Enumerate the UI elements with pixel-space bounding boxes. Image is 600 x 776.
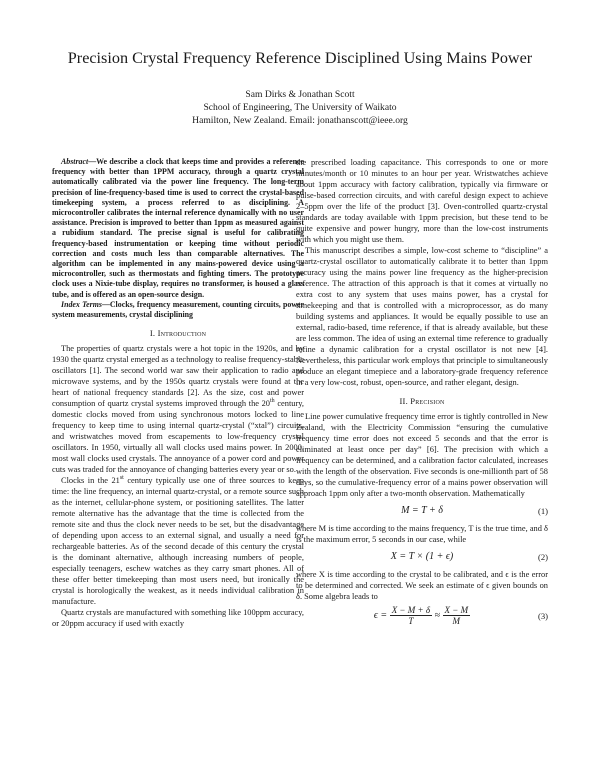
affiliation: School of Engineering, The University of Waikato	[203, 102, 397, 114]
abstract-label: Abstract	[61, 157, 89, 166]
intro-p1-sup: th	[270, 398, 275, 405]
equation-1-number: (1)	[537, 506, 548, 516]
intro-p2-sup: st	[119, 475, 124, 482]
equation-3-fraction-2-denominator: M	[452, 616, 461, 627]
equation-3-approx: ≈	[434, 610, 441, 621]
left-column	[52, 157, 304, 629]
equation-2-number: (2)	[537, 552, 548, 562]
intro-p1-text: The properties of quartz crystals were a hot topic in the 1920s, and by 1930 the quartz crystal emerged as a technology to realise frequency-stable oscillators [1]. The second world war saw their application to radio and microwave systems, and by the 1950s quartz crystals were found at the heart of national frequency standards [2]. As the size, cost and power consumption of quartz crystal systems improved through the 20	[52, 344, 304, 409]
equation-3-fraction-1-denominator: T	[408, 616, 414, 627]
section-heading-introduction: I. Introduction	[149, 328, 207, 339]
address: Hamilton, New Zealand. Email: jonathanscott@ieee.org	[192, 115, 408, 127]
right-paragraph-1: the prescribed loading capacitance. This corresponds to one or more minutes/month or 10 minutes to an hour per year. Wristwatches achieve about 1ppm accuracy with factory calibration, typically via firmware or pulse-based correction circuits, and with careful design expect to achieve 2–5ppm over the life of the product [3]. Oven-controlled quartz-crystal standards are today available with 1ppm precision, but these tend to be quite expensive and power hungry, more than the low-cost instruments with which you might use them.	[296, 158, 548, 244]
intro-p2-text: Clocks in the 21	[61, 476, 120, 486]
equation-3-fraction-1-numerator: X − M + δ	[391, 605, 431, 616]
equation-2	[296, 545, 548, 569]
precision-paragraph-2: where M is time according to the mains frequency, T is the true time, and δ is the maximum error, 5 seconds in our case, while	[296, 524, 548, 544]
equation-2-body: X = T × (1 + ϵ)	[390, 551, 454, 562]
intro-p2-rest: century typically use one of three sources to keep time: the line frequency, an internal quartz-crystal, or a remote source such as the internet, cellular-phone system, or positioning satellites. The latter remote alternative has the advantage that the time is collected from the remote site and thus the clock never needs to be set, but the disadvantage of depending upon access to an external signal, and usually a need for rechargeable batteries. As of the second decade of this century the crystal is the dominant alternative, although increasing numbers of people, especially teenagers, eschew watches as they carry smart phones. All of these offer better timekeeping than most users need, but ironically the crystal is horologically the weakest, as it needs individual calibration in manufacture.	[52, 476, 304, 607]
intro-p1-rest: century, domestic clocks moved from using synchronous motors locked to line frequency to keep time to using internal quartz-crystal (“xtal”) circuits, and wristwatches moved from escapements to low-frequency crystal oscillators. In 1950, virtually all wall clocks used mains power. In 2000, most wall clocks used crystals. The annoyance of a power cord and power cuts was traded for the annoyance of changing batteries every year or so.	[52, 399, 304, 475]
intro-paragraph-1	[52, 343, 304, 475]
author-block	[0, 88, 600, 128]
abstract	[52, 157, 304, 300]
equation-3	[296, 602, 548, 630]
equation-3-fraction-2	[443, 605, 471, 626]
index-terms-label: Index Terms	[61, 299, 102, 309]
equation-1-body: M = T + δ	[401, 505, 443, 516]
section-heading-precision: II. Precision	[399, 396, 445, 406]
equation-1	[296, 499, 548, 523]
precision-paragraph-3: where X is time according to the crystal to be calibrated, and ϵ is the error to be determined and corrected. We seek an estimate of ϵ given bounds on δ. Some algebra leads to	[296, 570, 548, 601]
precision-paragraph-1: Line power cumulative frequency time error is tightly controlled in New Zealand, with the Electricity Commission “ensuring the cumulative frequency time error does not exceed 5 seconds and that the error is eliminated at least once per day” [6]. The precision with which a frequency can be determined, and a calibration factor calculated, increases with the length of the observation. Five seconds is one-millionth part of 58 days, so the cumulative-frequency error of a mains power observation will approach 1ppm only after a two-month observation. Mathematically	[296, 412, 548, 498]
intro-paragraph-2	[52, 475, 304, 607]
equation-3-lhs: ϵ =	[373, 610, 388, 621]
equation-3-fraction-1	[390, 605, 432, 626]
paper-title: Precision Crystal Frequency Reference Disciplined Using Mains Power	[67, 49, 533, 67]
authors: Sam Dirks & Jonathan Scott	[245, 89, 355, 100]
right-column	[296, 157, 548, 630]
equation-3-fraction-2-numerator: X − M	[444, 605, 469, 616]
abstract-text: —We describe a clock that keeps time and provides a reference frequency with better than 1PPM accuracy, through a quartz crystal automatically calibrated via the power line frequency. The long-term precision of line-frequency-based time is used to correct the crystal-based timekeeping system, a process referred to as disciplining. A microcontroller calibrates the internal reference dynamically with no user assistance. Precision is improved to better than 1ppm as measured against a rubidium standard. The precise signal is useful for calibrating frequency-based instrumentation or keeping time without periodic correction and costs much less than comparable alternatives. The algorithm can be implemented in any mains-powered device using a microcontroller, such as thermostats and fighting timers. The prototype clock uses a Nixie-tube display, requires no transformer, is housed a glass tube, and is offered as an open-source design.	[52, 157, 304, 299]
right-paragraph-2: This manuscript describes a simple, low-cost scheme to “discipline” a quartz-crystal oscillator to automatically calibrate it to better than 1ppm accuracy using the mains power line frequency as the higher-precision reference. The attraction of this approach is that it comes at virtually no extra cost to any system that uses mains power, has a crystal for timekeeping and that is controlled with a microprocessor, as do many building systems and appliances. It would be equally possible to use an external, radio-based, time reference, if that is already available, but these are less common. The idea of using an external time reference to gradually refine a dynamic calibration for a crystal oscillator is not new [4]. Nevertheless, this particular work employs that principle to simultaneously produce an elegant timepiece and a laboratory-grade frequency reference in a very low-cost, robust, open-source, and rather elegant, design.	[296, 246, 548, 387]
intro-paragraph-3: Quartz crystals are manufactured with something like 100ppm accuracy, or 20ppm accuracy if used with exactly	[52, 608, 304, 629]
equation-3-number: (3)	[537, 611, 548, 621]
index-terms	[52, 300, 304, 320]
index-terms-text: —Clocks, frequency measurement, counting circuits, power system measurements, crystal disciplining	[52, 299, 305, 320]
